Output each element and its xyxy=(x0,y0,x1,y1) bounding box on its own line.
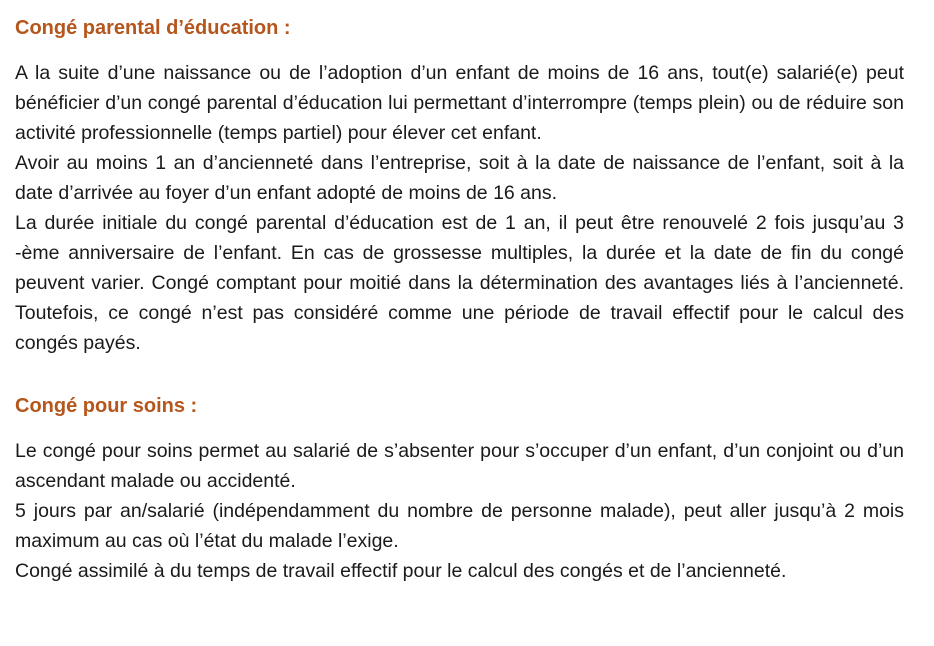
document-page xyxy=(15,14,904,586)
section-body-conge-soins xyxy=(15,436,904,586)
paragraph-conge-parental-definition: A la suite d’une naissance ou de l’adoption d’un enfant de moins de 16 ans, tout(e) salarié(e) peut bénéficier d’un congé parental d’éducation lui permettant d’interrompre (temps plein) ou de réduire son activité professionnelle (temps partiel) pour élever cet enfant. xyxy=(15,62,904,144)
paragraph-conge-soins-duree: 5 jours par an/salarié (indépendamment du nombre de personne malade), peut aller jusqu’à 2 mois maximum au cas où l’état du malade l’exige. xyxy=(15,500,904,552)
section-title-conge-soins: Congé pour soins : xyxy=(15,395,198,417)
section-title-conge-parental: Congé parental d’éducation : xyxy=(15,17,291,39)
section-body-conge-parental xyxy=(15,58,904,358)
section-conge-parental xyxy=(15,14,904,358)
paragraph-conge-parental-duree: La durée initiale du congé parental d’éducation est de 1 an, il peut être renouvelé 2 fois jusqu’au 3 -ème anniversaire de l’enfant. En cas de grossesse multiples, la durée et la date de fin du congé peuvent varier. Congé comptant pour moitié dans la détermination des avantages liés à l’ancienneté. Toutefois, ce congé n’est pas considéré comme une période de travail effectif pour le calcul des congés payés. xyxy=(15,212,904,354)
paragraph-conge-soins-assimilation: Congé assimilé à du temps de travail effectif pour le calcul des congés et de l’ancienneté. xyxy=(15,560,787,582)
paragraph-conge-parental-conditions: Avoir au moins 1 an d’ancienneté dans l’entreprise, soit à la date de naissance de l’enfant, soit à la date d’arrivée au foyer d’un enfant adopté de moins de 16 ans. xyxy=(15,152,904,204)
section-conge-soins xyxy=(15,392,904,586)
paragraph-conge-soins-definition: Le congé pour soins permet au salarié de s’absenter pour s’occuper d’un enfant, d’un conjoint ou d’un ascendant malade ou accidenté. xyxy=(15,440,904,492)
